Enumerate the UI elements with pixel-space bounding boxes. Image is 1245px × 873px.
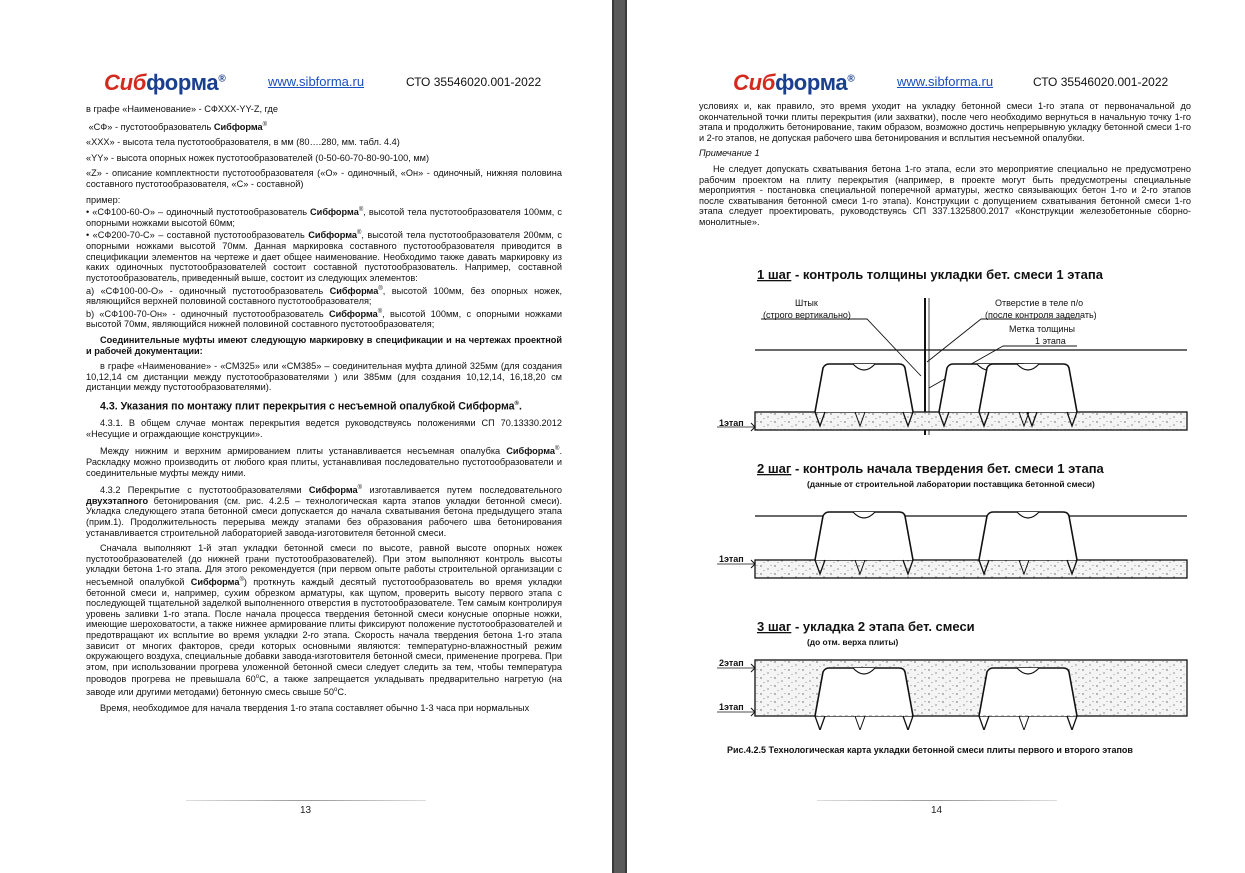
footer-divider — [817, 800, 1057, 801]
paragraph-bold: Соединительные муфты имеют следующую маркировку в спецификации и на чертежах проектной и рабочей документации: — [86, 335, 562, 356]
page-header — [627, 70, 1245, 94]
figure-caption: Рис.4.2.5 Технологическая карта укладки бетонной смеси плиты первого и второго этапов — [727, 745, 1133, 755]
page-gutter — [612, 0, 627, 873]
step-1-title — [757, 267, 1104, 282]
list-item: • «СФ100-60-О» – одиночный пустотообразователь Сибформа®, высотой тела пустотообразователя 100мм, с опорными ножками высотой 60мм; — [86, 207, 562, 228]
paragraph: условиях и, как правило, это время уходит на укладку бетонной смеси 1-го этапа от первоначальной до окончательной точки плиты перекрытия (или захватки), после чего необходимо вернуться в начальную точку 1-го этапа и продолжить бетонирование, таким образом, возможно достичь непрерывную укладку бетонной смеси 1-го и 2-го этапов, не допуская рабочего шва бетонирования и всплытия несъемной опалубки. — [699, 101, 1191, 143]
paragraph: «XXX» - высота тела пустотообразователя, в мм (80….280, мм. табл. 4.4) — [86, 137, 400, 148]
list-item: a) «СФ100-00-О» - одиночный пустотообразователь Сибформа®, высотой 100мм, без опорных ножек, являющийся верхней половиной составного пустотообразователя; — [86, 285, 563, 307]
mark-label: Метка толщины — [1009, 324, 1076, 334]
svg-text:2этап: 2этап — [719, 658, 744, 668]
page-header — [0, 70, 612, 94]
paragraph: «YY» - высота опорных ножек пустотообразователей (0-50-60-70-80-90-100, мм) — [86, 152, 430, 163]
hole-label: Отверстие в теле п/о — [995, 298, 1084, 308]
page-body — [86, 104, 562, 718]
technological-map-figure — [717, 260, 1197, 730]
step-3-subtitle: (до отм. верха плиты) — [807, 637, 899, 647]
paragraph: «СФ» - пустотообразователь Сибформа® — [88, 121, 268, 132]
paragraph: в графе «Наименование» - «СМ325» или «СМ385» – соединительная муфта длиной 325мм (для создания 10,12,14 см дистанции между пустотообразователями ) или 385мм (для создания 10,12,14, 16,18,20 см дистанции между пустотообразователями). — [86, 361, 562, 393]
paragraph: Сначала выполняют 1-й этап укладки бетонной смеси по высоте, равной высоте опорных ножек пустотообразователей (до нижней грани пустотообразователей). При этом выполняют контроль высоты укладки бетона 1-го этапа. Для этого рекомендуется (при первом опыте работы строительной организации с несъемной опалубкой Сибформа®) проткнуть каждый десятый пустотообразователь во время укладки бетонной смеси и, например, сухим обрезком арматуры, как щупом, проверить высоту первого этапа с последующей тщательной заделкой выполненного отверстия в пустотообразователе. Тем самым контролируя уровень заливки 1-го этапа. После начала процесса твердения бетонной смеси конусные опорные ножки, имеющие шероховатости, а также нижнее армирование плиты фиксируют положение пустотообразователей и предотвращают их всплытие во время укладки 2-го этапа. Скорость начала твердения бетона 1-го этапа зависит от многих факторов, среди которых основными являются: температурно-влажностный режим окружающего воздуха, специальные добавки завода-изготовителя бетонной смеси, применение прогрева. При этом, при использовании прогрева уложенной бетонной смеси следует следить за тем, чтобы температура проводов прогрева не превышала $60^оС$, а также запрещается укладывать предварительно нагретую (на заводе или другими методами) бетонную смесь свыше $50^оС$. — [86, 543, 562, 698]
website-link[interactable]: www.sibforma.ru — [268, 74, 365, 89]
document-page-14 — [627, 0, 1245, 873]
step-2-subtitle: (данные от строительной лаборатории поставщика бетонной смеси) — [807, 479, 1095, 489]
svg-text:1этап: 1этап — [719, 702, 744, 712]
svg-text:2 шаг - контроль начала тверде: 2 шаг - контроль начала твердения бет. смеси 1 этапа — [757, 461, 1104, 476]
paragraph: «Z» - описание комплектности пустотообразователя («О» - одиночный, «Он» - одиночный, нижняя половина составного пустотообразователя, «С» - составной) — [86, 168, 562, 190]
svg-text:1этап: 1этап — [719, 418, 744, 428]
page-number: 13 — [300, 805, 312, 816]
standard-number: СТО 35546020.001-2022 — [1033, 75, 1169, 89]
svg-text:1этап: 1этап — [719, 554, 744, 564]
hole-sublabel: (после контроля заделать) — [985, 310, 1097, 320]
paragraph: Время, необходимое для начала твердения 1-го этапа составляет обычно 1-3 часа при нормальных — [100, 702, 530, 713]
standard-number: СТО 35546020.001-2022 — [406, 75, 542, 89]
step-2-title — [757, 461, 1105, 476]
svg-text:1 шаг - контроль толщины уклад: 1 шаг - контроль толщины укладки бет. смеси 1 этапа — [757, 267, 1103, 282]
section-heading: 4.3. Указания по монтажу плит перекрытия с несъемной опалубкой Сибформа®. — [100, 400, 522, 413]
paragraph: Не следует допускать схватывания бетона 1-го этапа, если это мероприятие специально не предусмотрено рабочим проектом на плиту перекрытия (например, в проекте могут быть предусмотрены специальные мероприятия - постановка специальной поперечной арматуры, жестко связывающих бетон 1-го и 2-го этапов после схватывания бетонной смеси 1-го этапа). Конструкции с допущением схватывания бетонной смеси 1-го этапа следует проектировать, руководствуясь СП 337.1325800.2017 «Конструкции железобетонные сборно-монолитные». — [699, 163, 1191, 227]
website-link[interactable]: www.sibforma.ru — [897, 74, 994, 89]
rod-label: Штык — [795, 298, 818, 308]
list-item: b) «СФ100-70-Он» - одиночный пустотообразователь Сибформа®, высотой 100мм, с опорными ножками высотой 70мм, являющийся нижней половиной составного пустотообразователя; — [86, 308, 562, 330]
document-page-13 — [0, 0, 612, 873]
sibforma-logo: Сибформа® — [104, 70, 226, 95]
svg-text:3 шаг - укладка 2 этапа бет. с: 3 шаг - укладка 2 этапа бет. смеси — [757, 619, 975, 634]
list-item: • «СФ200-70-С» – составной пустотообразователь Сибформа®, высотой тела пустотообразователя 200мм, с опорными ножками высотой 70мм. Данная маркировка составного пустотообразователя приводится в спецификации элементов на чертеже и дает общее наименование. Необходимо также давать маркировку из каких одиночных пустотообразователей состоит составной пустотообразователь. Например, составной пустотообразователь, приведенный выше, состоит из следующих элементов: — [86, 230, 562, 283]
paragraph: пример: — [86, 194, 121, 205]
note-title: Примечание 1 — [699, 148, 760, 159]
page-number: 14 — [931, 805, 943, 816]
paragraph: 4.3.2 Перекрытие с пустотообразователями Сибформа® изготавливается путем последовательного двухэтапного бетонирования (см. рис. 4.2.5 – технологическая карта этапов укладки бетонной смеси). Укладка следующего этапа бетонной смеси допускается до начала схватывания бетона предыдущего этапа (прим.1). Продолжительность перерыва между этапами без образования рабочего шва бетонирования устанавливается строительной лабораторией завода-изготовителя бетонной смеси. — [86, 485, 562, 538]
paragraph: Между нижним и верхним армированием плиты устанавливается несъемная опалубка Сибформа®. Раскладку можно производить от любого края плиты, устанавливая последовательно пустотообразователи и соединительные муфты между ними. — [86, 446, 562, 478]
step-3-title — [757, 619, 975, 634]
sibforma-logo: Сибформа® — [733, 70, 855, 95]
paragraph: в графе «Наименование» - СФXXX-YY-Z, где — [86, 104, 278, 114]
footer-divider — [186, 800, 426, 801]
mark-sublabel: 1 этапа — [1035, 336, 1066, 346]
paragraph: 4.3.1. В общем случае монтаж перекрытия ведется руководствуясь положениями СП 70.13330.2012 «Несущие и ограждающие конструкции». — [86, 418, 562, 439]
rod-sublabel: (строго вертикально) — [763, 310, 851, 320]
page-body — [699, 101, 1191, 233]
